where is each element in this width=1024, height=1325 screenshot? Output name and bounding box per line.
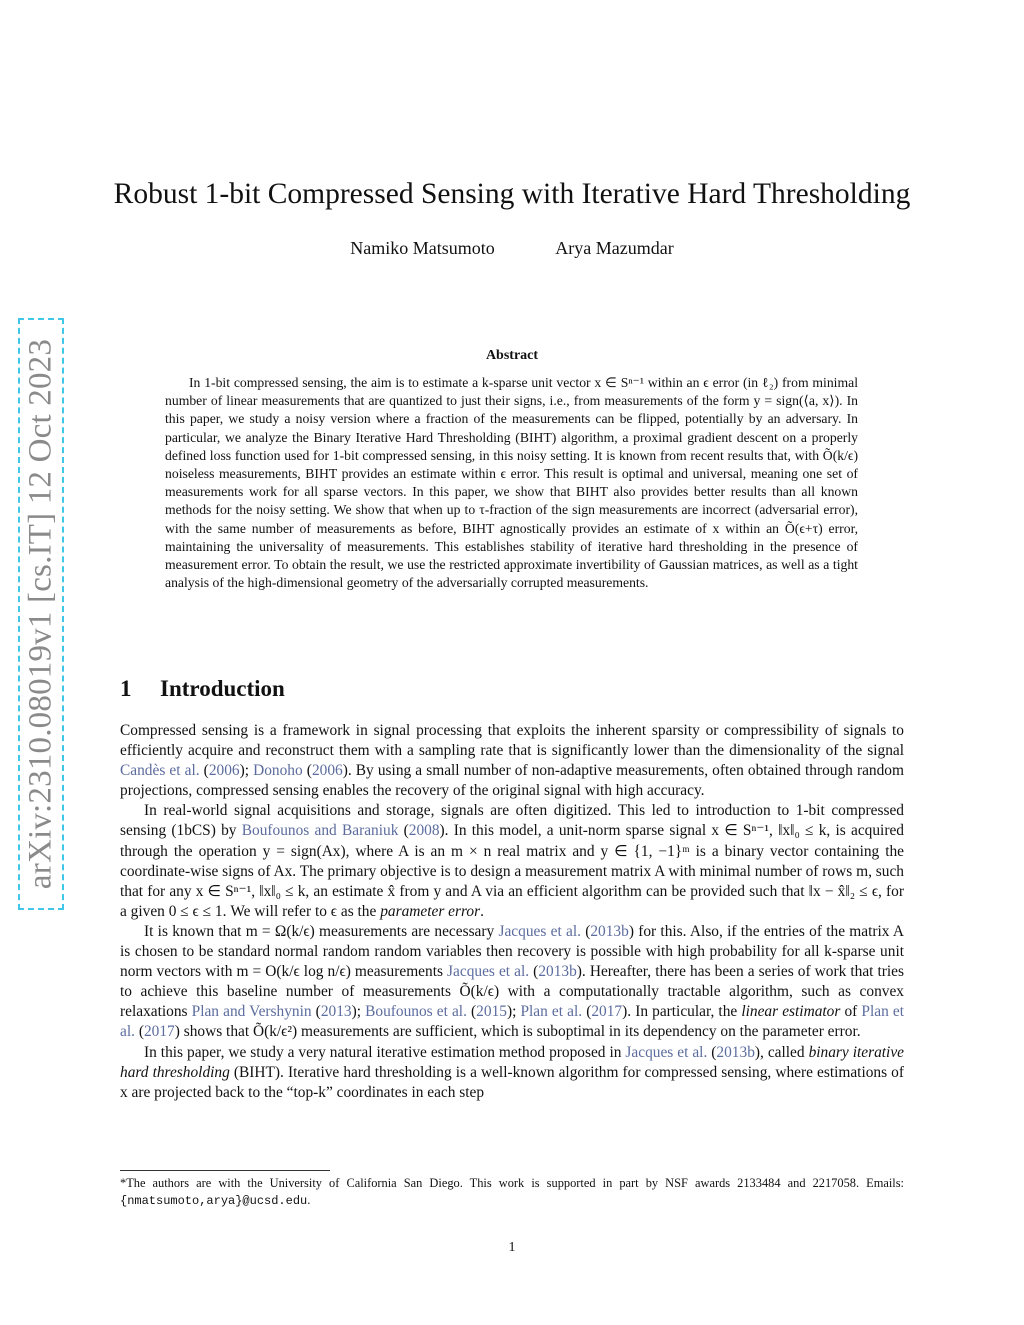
- paragraph: [120, 721, 904, 801]
- emphasis: binary iterative hard thresholding: [120, 1043, 904, 1081]
- email-link[interactable]: {nmatsumoto,arya}@ucsd.edu: [120, 1194, 308, 1208]
- citation-link[interactable]: Candès et al.: [120, 762, 200, 780]
- paragraph: [120, 922, 904, 1043]
- text-run: (: [311, 1003, 321, 1021]
- text-run: ) for this. Also, if the entries of the matrix A is chosen to be standard normal random random variables then recovery is possible with high probability for all k-sparse unit norm vectors with m = O(k/ϵ log n/ϵ) measurements: [120, 922, 904, 981]
- text-run: (: [302, 762, 312, 780]
- arxiv-identifier: arXiv:2310.08019v1 [cs.IT] 12 Oct 2023: [22, 338, 59, 890]
- citation-link[interactable]: Donoho: [253, 762, 303, 780]
- text-run: In real-world signal acquisitions and storage, signals are often digitized. This led to introduction to 1-bit compressed sensing (1bCS) by: [120, 802, 904, 840]
- emphasis: linear estimator: [741, 1003, 841, 1021]
- citation-year-link[interactable]: 2013b: [538, 963, 577, 981]
- footnote: [120, 1175, 904, 1210]
- citation-year-link[interactable]: 2013: [320, 1003, 352, 1021]
- arxiv-sidebar: [18, 318, 64, 910]
- citation-year-link[interactable]: 2006: [311, 762, 343, 780]
- text-run: ). In particular, the: [622, 1003, 742, 1021]
- citation-year-link[interactable]: 2013b: [590, 922, 629, 940]
- text-run: );: [506, 1003, 521, 1021]
- text-run: ). Hereafter, there has been a series of work that tries to achieve this baseline number of measurements Õ(k/ϵ) with a computationally tractable algorithm, such as convex relaxations: [120, 963, 905, 1021]
- footnote-divider: [120, 1170, 330, 1171]
- section-title: Introduction: [160, 676, 285, 701]
- text-run: (BIHT). Iterative hard thresholding is a well-known algorithm for compressed sensing, where estimations of x are projected back to the “top-k” coordinates in each step: [120, 1063, 904, 1101]
- citation-year-link[interactable]: 2017: [591, 1003, 623, 1021]
- text-run: Compressed sensing is a framework in signal processing that exploits the inherent sparsity or compressibility of signals to efficiently acquire and reconstruct them with a sampling rate that is significantly lower than the dimensionality of the signal: [120, 722, 904, 760]
- citation-year-link[interactable]: 2013b: [716, 1043, 755, 1061]
- text-run: (: [199, 762, 209, 780]
- citation-link[interactable]: Jacques et al.: [447, 963, 530, 981]
- text-run: It is known that m = Ω(k/ϵ) measurements are necessary: [144, 922, 499, 940]
- text-run: (: [707, 1043, 717, 1061]
- citation-year-link[interactable]: 2015: [476, 1003, 507, 1021]
- section-number: 1: [120, 676, 132, 701]
- citation-year-link[interactable]: 2008: [408, 822, 440, 840]
- abstract-text: In 1-bit compressed sensing, the aim is to estimate a k-sparse unit vector x ∈ Sⁿ⁻¹ within an ϵ error (in ℓ₂) from minimal number of linear measurements that are quantized to just their signs, i.e., from measurements of the form y = sign(⟨a, x⟩). In this paper, we study a noisy version where a fraction of the measurements can be flipped, potentially by an adversary. In particular, we analyze the Binary Iterative Hard Thresholding (BIHT) algorithm, a proximal gradient descent on a properly defined loss function used for 1-bit compressed sensing, in this noisy setting. It is known from recent results that, with Õ(k/ϵ) noiseless measurements, BIHT provides an estimate within ϵ error. This result is optimal and universal, meaning one set of measurements work for all sparse vectors. In this paper, we show that BIHT also provides better results than all known methods for the noisy setting. We show that when up to τ-fraction of the sign measurements are incorrect (adversarial error), with the same number of measurements as before, BIHT agnostically provides an estimate of x within an Õ(ϵ+τ) error, maintaining the universality of measurements. This establishes stability of iterative hard thresholding in the presence of measurement error. To obtain the result, we use the restricted approximate invertibility of Gaussian matrices, as well as a tight analysis of the high-dimensional geometry of the adversarially corrupted measurements.: [165, 375, 858, 591]
- citation-link[interactable]: Boufounos and Baraniuk: [241, 822, 399, 840]
- abstract-heading: Abstract: [485, 348, 539, 363]
- text-run: .: [307, 1193, 311, 1207]
- text-run: );: [239, 762, 254, 780]
- citation-link[interactable]: Plan et al.: [120, 1003, 904, 1041]
- citation-link[interactable]: Plan et al.: [520, 1003, 583, 1021]
- text-run: *The authors are with the University of California San Diego. This work is supported in part by NSF awards 2133484 and 2217058. Emails:: [120, 1176, 904, 1190]
- text-run: ). By using a small number of non-adaptive measurements, often obtained through random projections, compressed sensing enables the recovery of the original signal with high accuracy.: [120, 762, 904, 800]
- citation-link[interactable]: Jacques et al.: [498, 922, 581, 940]
- emphasis: parameter error: [380, 902, 481, 920]
- text-run: (: [529, 963, 539, 981]
- text-run: ). In this model, a unit-norm sparse signal x ∈ Sⁿ⁻¹, ‖x‖₀ ≤ k, is acquired through the operation y = sign(Ax), where A is an m × n real matrix and y ∈ {1, −1}ᵐ is a binary vector containing the coordinate-wise signs of Ax. The primary objective is to design a measurement matrix A with minimal number of rows m, such that for any x ∈ Sⁿ⁻¹, ‖x‖₀ ≤ k, an estimate x̂ from y and A via an efficient algorithm can be provided such that ‖x − x̂‖₂ ≤ ϵ, for a given 0 ≤ ϵ ≤ 1. We will refer to ϵ as the: [120, 822, 904, 920]
- citation-year-link[interactable]: 2006: [208, 762, 240, 780]
- body-text: [120, 721, 904, 1103]
- text-run: (: [466, 1003, 477, 1021]
- paragraph: [120, 1043, 904, 1103]
- text-run: In this paper, we study a very natural iterative estimation method proposed in: [144, 1043, 626, 1061]
- text-run: ), called: [754, 1043, 809, 1061]
- text-run: (: [580, 922, 591, 940]
- author-name: Namiko Matsumoto: [350, 238, 495, 258]
- page-number: 1: [508, 1240, 516, 1255]
- author-name: Arya Mazumdar: [555, 238, 674, 258]
- citation-link[interactable]: Jacques et al.: [625, 1043, 708, 1061]
- author-list: [0, 238, 1024, 259]
- text-run: (: [582, 1003, 592, 1021]
- text-run: of: [840, 1003, 862, 1021]
- text-run: (: [398, 822, 409, 840]
- citation-link[interactable]: Boufounos et al.: [365, 1003, 467, 1021]
- text-run: ) shows that Õ(k/ϵ²) measurements are sufficient, which is suboptimal in its dependency on the parameter error.: [174, 1023, 861, 1041]
- text-run: );: [351, 1003, 366, 1021]
- paragraph: [120, 801, 904, 922]
- paper-title: Robust 1-bit Compressed Sensing with Iterative Hard Thresholding: [113, 178, 911, 210]
- citation-link[interactable]: Plan and Vershynin: [191, 1003, 312, 1021]
- citation-year-link[interactable]: 2017: [143, 1023, 175, 1041]
- section-heading: [120, 676, 285, 702]
- text-run: (: [134, 1023, 144, 1041]
- text-run: .: [480, 902, 484, 920]
